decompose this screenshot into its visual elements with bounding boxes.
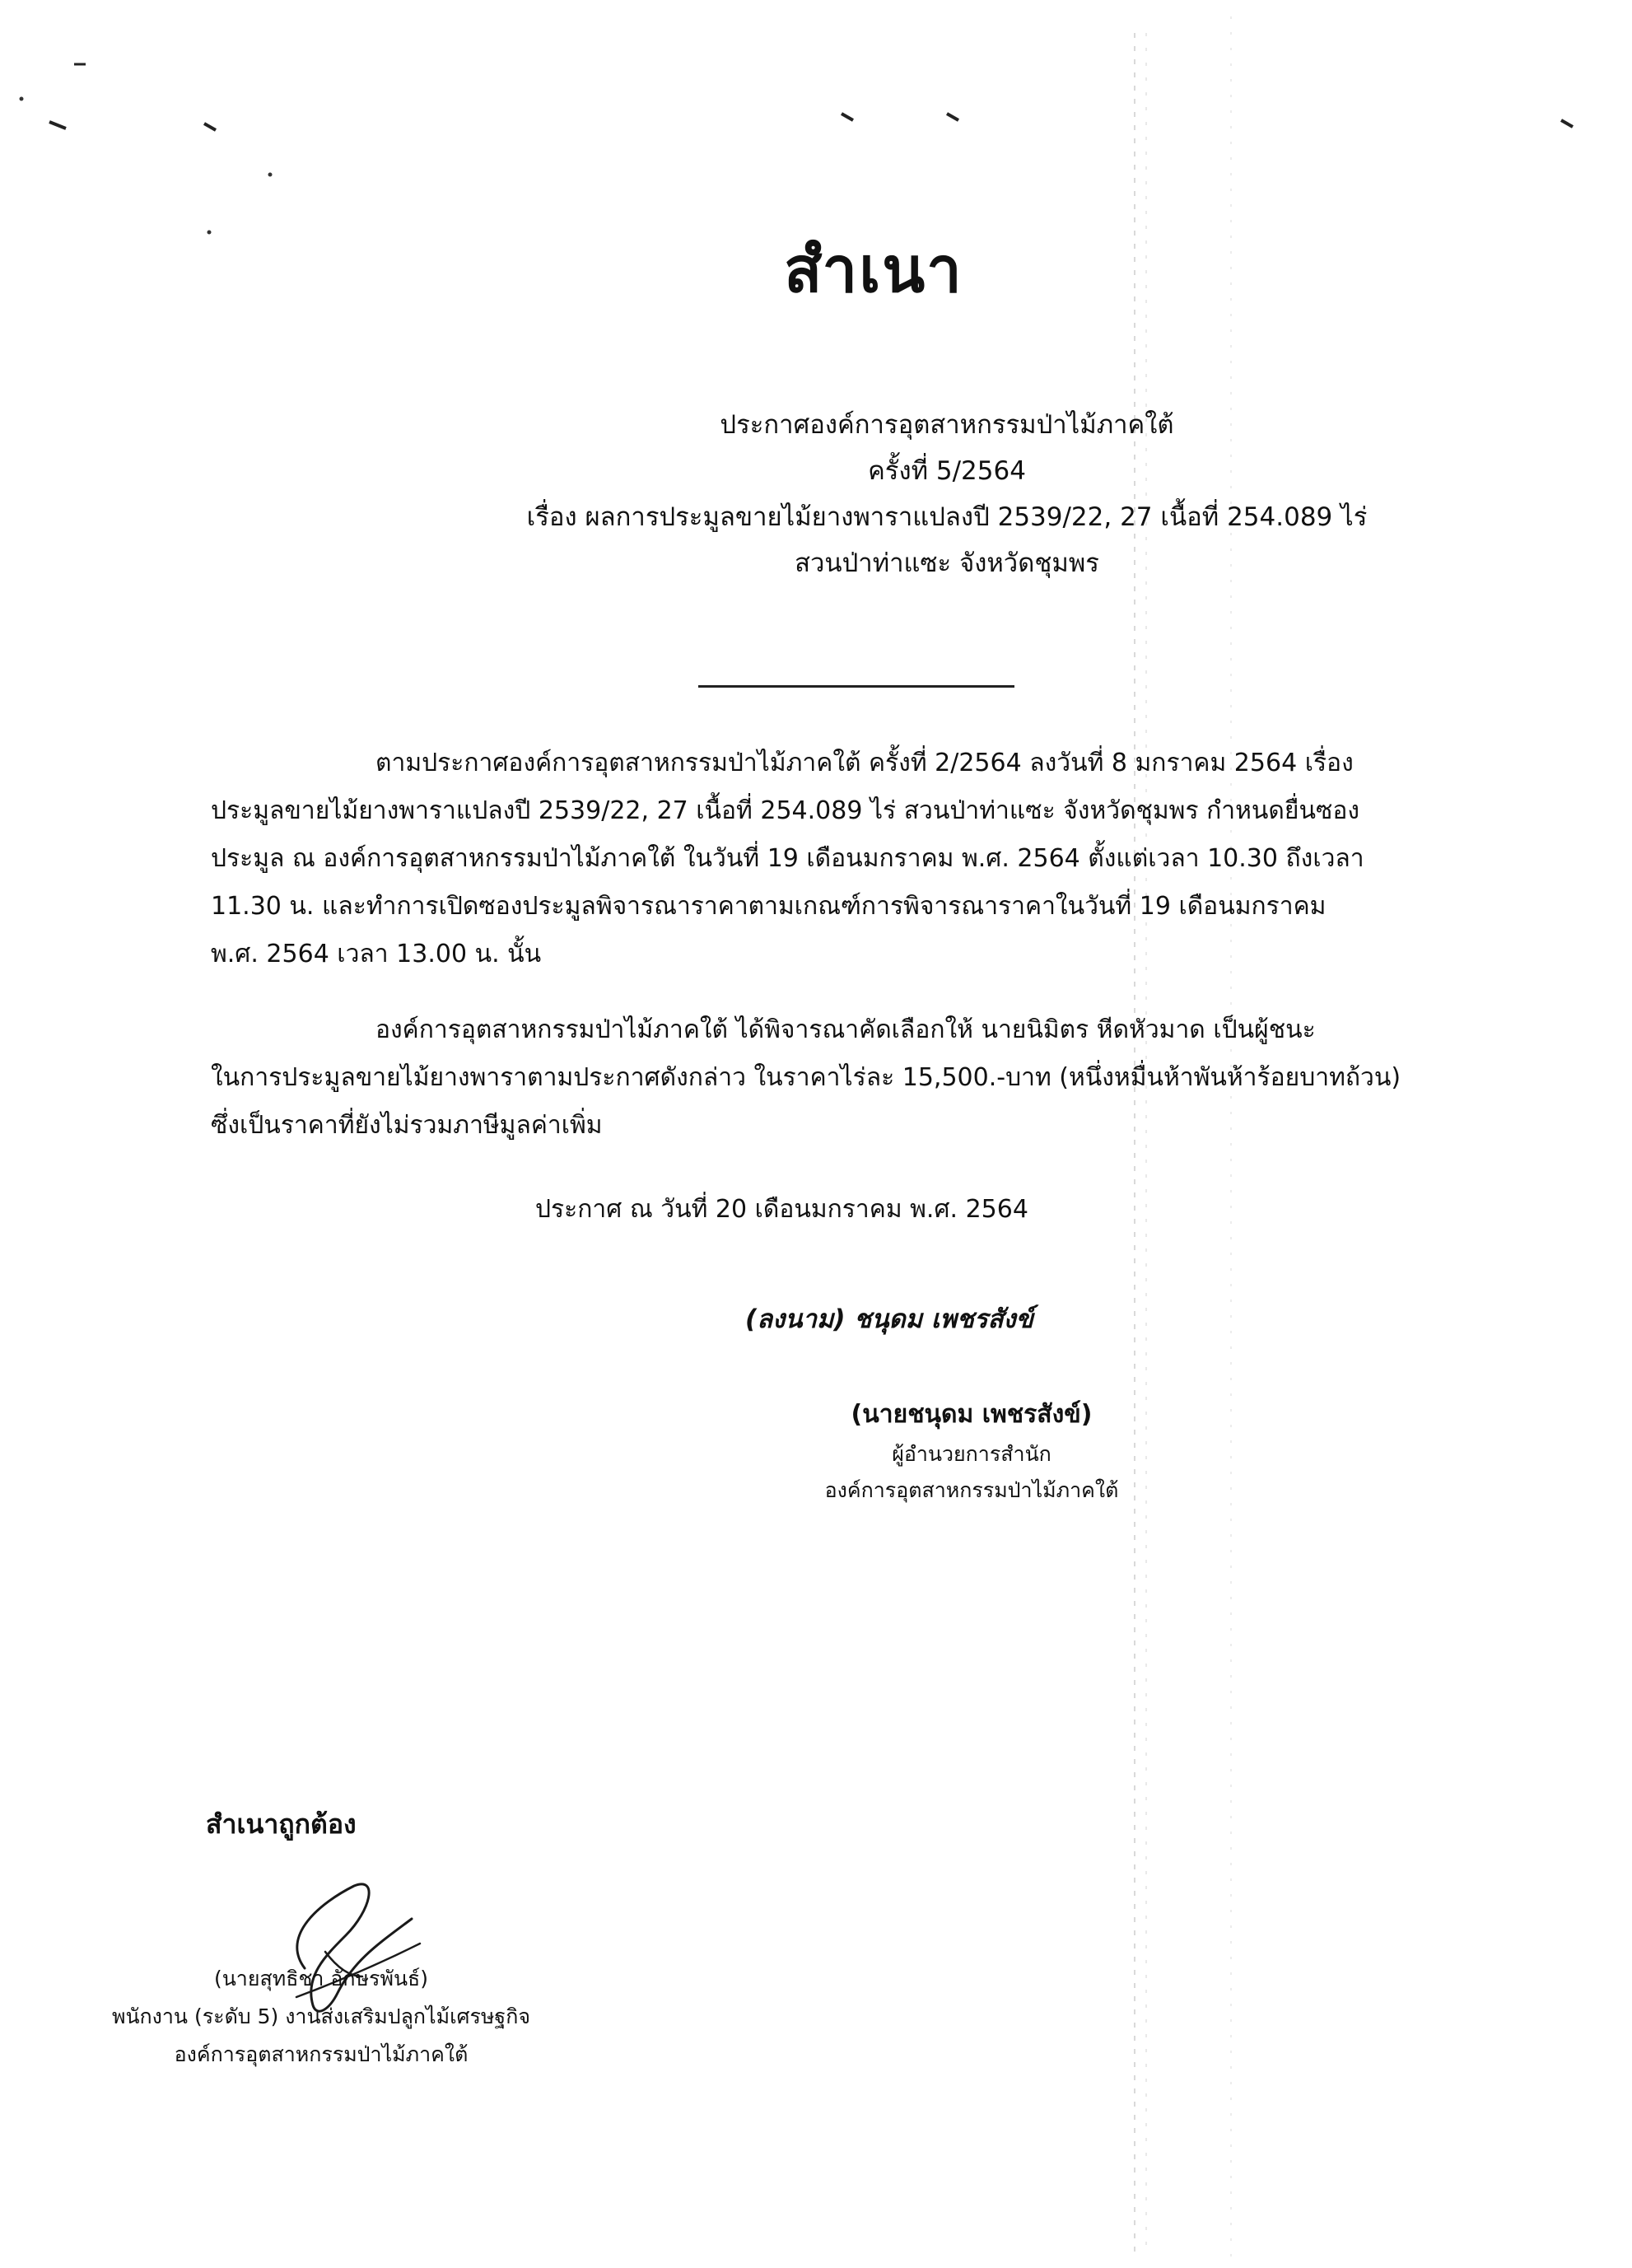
certifier-name: (นายสุทธิชา อักษรพันธ์) (213, 1967, 429, 1990)
signatory-position: ผู้อำนวยการสำนัก (892, 1442, 1051, 1466)
paragraph-result (211, 1006, 1502, 1150)
paragraph-line: องค์การอุตสาหกรรมป่าไม้ภาคใต้ ได้พิจารณาคัดเลือกให้ นายนิมิตร หีดหัวมาด เป็นผู้ชนะ (375, 1015, 1316, 1044)
paragraph-line: 11.30 น. และทำการเปิดซองประมูลพิจารณาราคาตามเกณฑ์การพิจารณาราคาในวันที่ 19 เดือนมกราคม (211, 892, 1327, 921)
paragraph-background (211, 740, 1502, 978)
stamp-title: สำเนา (784, 233, 963, 306)
signatory-organization: องค์การอุตสาหกรรมป่าไม้ภาคใต้ (824, 1478, 1119, 1502)
header-divider (698, 685, 1014, 688)
header-issue-number: ครั้งที่ 5/2564 (868, 456, 1026, 486)
announcement-date: ประกาศ ณ วันที่ 20 เดือนมกราคม พ.ศ. 2564 (535, 1195, 1028, 1224)
paragraph-line: พ.ศ. 2564 เวลา 13.00 น. นั้น (211, 940, 542, 968)
paragraph-line: ซึ่งเป็นราคาที่ยังไม่รวมภาษีมูลค่าเพิ่ม (211, 1111, 603, 1140)
signatory-name: (นายชนุดม เพชรสังข์) (851, 1400, 1093, 1429)
header-subject: เรื่อง ผลการประมูลขายไม้ยางพาราแปลงปี 2539/22, 27 เนื้อที่ 254.089 ไร่ (526, 502, 1368, 532)
certifier-block (49, 1960, 593, 2074)
certified-copy-label: สำเนาถูกต้อง (206, 1808, 357, 1840)
header-location: สวนป่าท่าแซะ จังหวัดชุมพร (795, 548, 1099, 578)
paragraph-line: ประมูลขายไม้ยางพาราแปลงปี 2539/22, 27 เนื้อที่ 254.089 ไร่ สวนป่าท่าแซะ จังหวัดชุมพร กำหนดยื่นซอง (211, 796, 1359, 825)
announcement-header (329, 402, 1564, 586)
certifier-organization: องค์การอุตสาหกรรมป่าไม้ภาคใต้ (174, 2042, 469, 2066)
certifier-position: พนักงาน (ระดับ 5) งานส่งเสริมปลูกไม้เศรษฐกิจ (111, 2004, 531, 2028)
signed-name-line: (ลงนาม) ชนุดม เพชรสังข์ (745, 1304, 1033, 1334)
header-organization: ประกาศองค์การอุตสาหกรรมป่าไม้ภาคใต้ (720, 410, 1174, 440)
paragraph-line: ประมูล ณ องค์การอุตสาหกรรมป่าไม้ภาคใต้ ในวันที่ 19 เดือนมกราคม พ.ศ. 2564 ตั้งแต่เวลา 10.30 ถึงเวลา (211, 844, 1364, 873)
paragraph-line: ตามประกาศองค์การอุตสาหกรรมป่าไม้ภาคใต้ ครั้งที่ 2/2564 ลงวันที่ 8 มกราคม 2564 เรื่อง (375, 749, 1354, 777)
signatory-block (741, 1393, 1202, 1509)
paragraph-line: ในการประมูลขายไม้ยางพาราตามประกาศดังกล่าว ในราคาไร่ละ 15,500.-บาท (หนึ่งหมื่นห้าพันห้าร้อยบาทถ้วน) (211, 1063, 1401, 1092)
